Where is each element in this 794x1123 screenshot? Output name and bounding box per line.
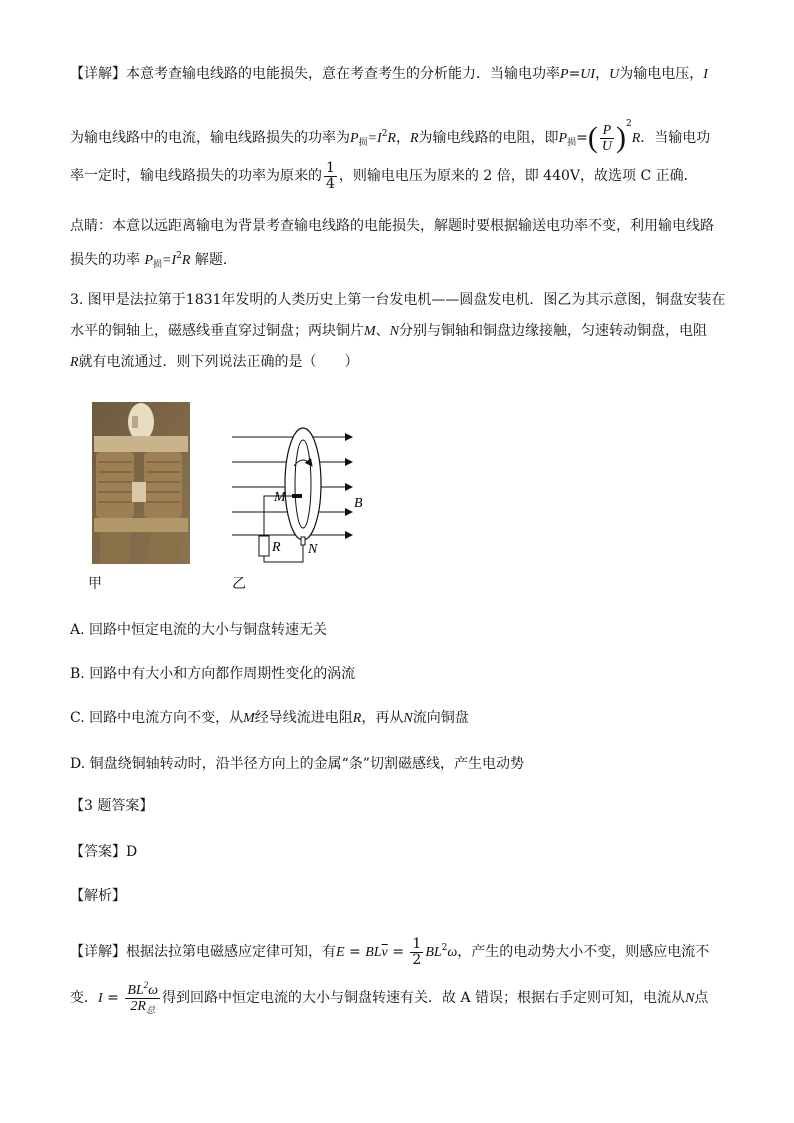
question-line-1: 3. 图甲是法拉第于1831年发明的人类历史上第一台发电机——圆盘发电机．图乙为其示意图，铜盘安装在 [70, 292, 726, 308]
figure-caption-jia: 甲 [88, 576, 102, 592]
fraction-P-over-U: $\frac{P}{U}$ [601, 122, 612, 154]
label-B: B [354, 496, 363, 511]
detail-line-1: 【详解】根据法拉第电磁感应定律可知，有$E = BL\overline{v}$ = $\frac{1}{2}$ $BL^2\omega$，产生的电动势大小不变，则感应电流不 [70, 935, 710, 968]
faraday-generator-photo [92, 402, 190, 564]
explain-line-1: 【详解】本意考查输电线路的电能损失，意在考查考生的分析能力．当输电功率P=UI，U为输电电压，I [70, 66, 708, 82]
explain-line-3: 率一定时，输电线路损失的功率为原来的 $\frac{1}{4}$ ，则输电电压为原来的 2 倍，即 440V，故选项 C 正确． [70, 159, 698, 192]
fraction-one-half: $\frac{1}{2}$ [412, 935, 422, 968]
label-R: R [272, 540, 281, 555]
answer-line: 【答案】D [70, 844, 138, 860]
label-N: N [308, 542, 318, 557]
label-M: M [274, 490, 286, 505]
note-line-1: 点睛：本意以远距离输电为背景考查输电线路的电能损失，解题时要根据输送电功率不变，利用输电线路 [70, 218, 714, 234]
option-c: C. 回路中电流方向不变，从M经导线流进电阻R，再从N流向铜盘 [70, 710, 469, 726]
fraction-one-quarter: $\frac{1}{4}$ [326, 159, 335, 192]
note-line-2: 损失的功率 $P_损=I^2R$ 解题． [70, 251, 237, 270]
question-line-2: 水平的铜轴上，磁感线垂直穿过铜盘；两块铜片M、N分别与铜轴和铜盘边缘接触，匀速转动铜盘，电阻 [70, 323, 708, 339]
option-d: D. 铜盘绕铜轴转动时，沿半径方向上的金属“条”切割磁感线，产生电动势 [70, 756, 524, 772]
answer-header: 【3 题答案】 [70, 798, 154, 814]
figure-caption-yi: 乙 [232, 576, 246, 592]
explain-line-2: 为输电线路中的电流，输电线路损失的功率为$P_损=I^2R$，R为输电线路的电阻，即$P_损=$( $\frac{P}{U}$ )$^2$R．当输电功 [70, 119, 711, 154]
analysis-header: 【解析】 [70, 888, 126, 904]
disk-generator-diagram [228, 424, 378, 574]
fraction-current: $\frac{BL^2\omega}{2R_总}$ [127, 980, 159, 1015]
detail-line-2: 变．I = $\frac{BL^2\omega}{2R_总}$ 得到回路中恒定电流的大小与铜盘转速有关．故 A 错误；根据右手定则可知，电流从N点 [70, 978, 708, 1019]
option-a: A. 回路中恒定电流的大小与铜盘转速无关 [70, 622, 328, 638]
question-line-3: R就有电流通过．则下列说法正确的是（ ） [70, 354, 359, 370]
option-b: B. 回路中有大小和方向都作周期性变化的涡流 [70, 666, 356, 682]
